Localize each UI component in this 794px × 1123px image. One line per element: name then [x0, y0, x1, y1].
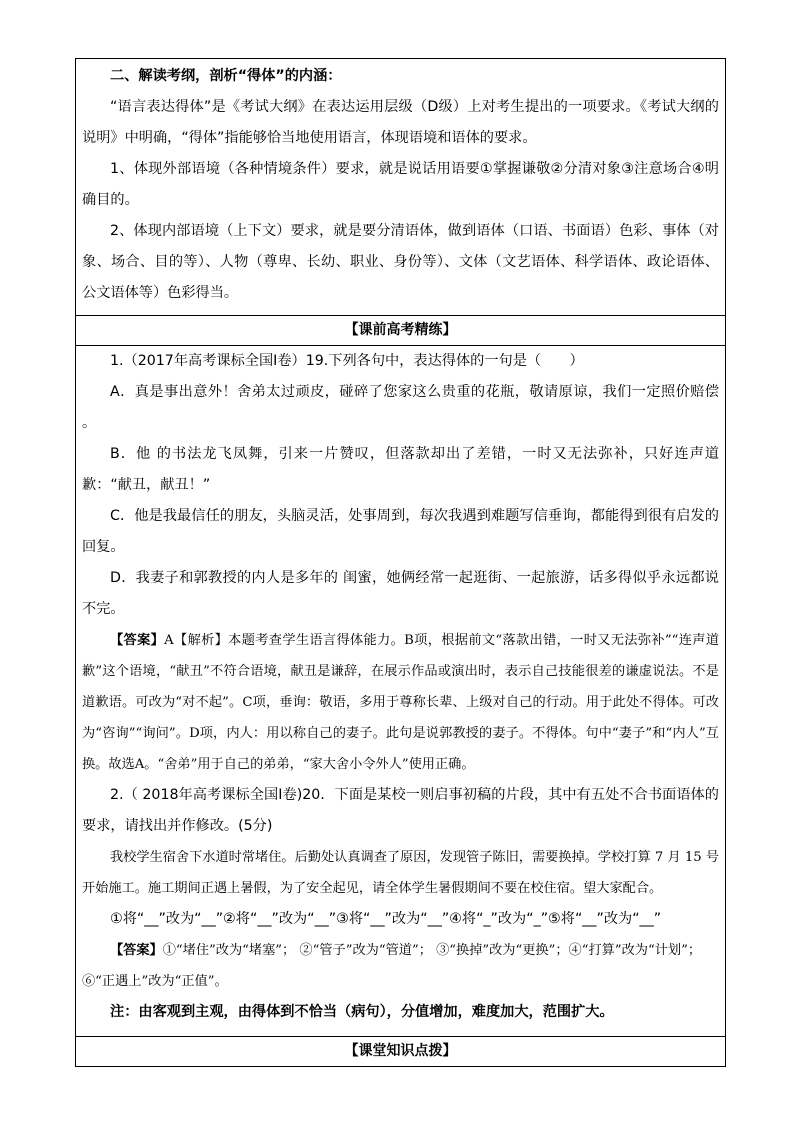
practice-row [76, 346, 726, 1037]
q2-stem: 2.（ 2018年高考课标全国Ⅰ卷)20．下面是某校一则启事初稿的片段，其中有五处不合书面语体的要求，请找出并作修改。(5分) [82, 787, 719, 834]
class-header: 【课堂知识点拨】 [76, 1037, 726, 1067]
practice-header: 【课前高考精练】 [76, 316, 726, 346]
q1-option-d: D．我妻子和郭教授的内人是多年的 闺蜜，她俩经常一起逛街、一起旅游，话多得似乎永远都说不完。 [82, 570, 719, 617]
document-page [75, 58, 726, 1067]
section2-point2: 2、体现内部语境（上下文）要求，就是要分清语体，做到语体（口语、书面语）色彩、事体（对象、场合、目的等）、人物（尊卑、长幼、职业、身份等）、文体（文艺语体、科学语体、政论语体、公文语体等）色彩得当。 [82, 223, 719, 301]
class-header-row [76, 1037, 726, 1067]
section2-point1: 1、体现外部语境（各种情境条件）要求，就是说话用语要①掌握谦敬②分清对象③注意场合④明确目的。 [82, 161, 719, 208]
q1-option-b: B．他 的书法龙飞凤舞，引来一片赞叹，但落款却出了差错，一时又无法弥补，只好连声道歉：“献丑，献丑！” [82, 446, 719, 493]
q2-blanks: ①将“__”改为“__”②将“__”改为“__”③将“__”改为“__”④将“_”改为“_”⑤将“__”改为“__” [110, 911, 662, 927]
q1-stem: 1.（2017年高考课标全国Ⅰ卷）19.下列各句中，表达得体的一句是（ ） [110, 353, 584, 369]
section2-intro: “语言表达得体”是《考试大纲》在表达运用层级（D级）上对考生提出的一项要求。《考试大纲的说明》中明确，“得体”指能够恰当地使用语言，体现语境和语体的要求。 [82, 99, 719, 146]
q2-answer-line1: ①“堵住”改为“堵塞”； ②“管子”改为“管道”； ③“换掉”改为“更换”；④“打算”改为“计划”； [162, 943, 702, 958]
q2-note: 注：由客观到主观，由得体到不恰当（病句），分值增加，难度加大，范围扩大。 [110, 1004, 614, 1020]
section2-cell [76, 59, 726, 316]
q1-option-a: A．真是事出意外！舍弟太过顽皮，碰碎了您家这么贵重的花瓶，敬请原谅，我们一定照价赔偿 。 [82, 384, 719, 431]
q1-option-c: C．他是我最信任的朋友，头脑灵活，处事周到，每次我遇到难题写信垂询，都能得到很有启发的回复。 [82, 508, 719, 555]
content-table [75, 58, 726, 1067]
q1-answer [82, 625, 719, 780]
practice-cell [76, 346, 726, 1037]
section2-heading: 二、解读考纲，剖析“得体”的内涵： [110, 68, 342, 84]
q2-answer [82, 935, 719, 966]
q1-answer-body: A【解析】本题考查学生语言得体能力。B项，根据前文“落款出错，一时又无法弥补”“连声道歉”这个语境，“献丑”不符合语境，献丑是谦辞，在展示作品或演出时，表示自己技能很差的谦虚说法。不是道歉语。可改为“对不起”。C项，垂询：敬语，多用于尊称长辈、上级对自己的行动。用于此处不得体。可改为“咨询”“询问”。D项，内人：用以称自己的妻子。此句是说郭教授的妻子。不得体。句中“妻子”和“内人”互换。故选A。“舍弟”用于自己的弟弟，“家大舍小令外人”使用正确。 [82, 633, 720, 772]
q2-answer-line2: ⑥“正遇上”改为“正值”。 [82, 974, 228, 989]
q2-passage: 我校学生宿舍下水道时常堵住。后勤处认真调查了原因，发现管子陈旧，需要换掉。学校打算 7 月 15 号开始施工。施工期间正遇上暑假，为了安全起见，请全体学生暑假期间不要在校住宿。望大家配合。 [82, 850, 719, 896]
practice-header-row [76, 316, 726, 346]
section2-row [76, 59, 726, 316]
q2-answer-tag: 【答案】 [110, 943, 163, 958]
q1-answer-tag: 【答案】 [110, 633, 165, 648]
